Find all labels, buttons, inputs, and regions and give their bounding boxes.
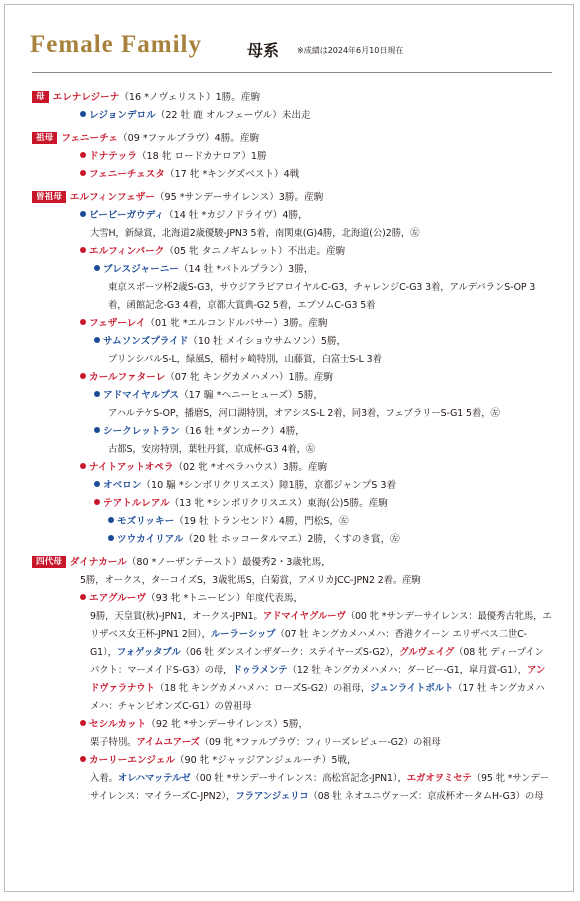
pedigree-list (32, 89, 552, 811)
descendant-name: アンドヴァラナウト (90, 665, 546, 694)
bullet-icon (94, 427, 100, 433)
bullet-icon (94, 499, 100, 505)
offspring-row (32, 315, 552, 333)
generation-tag: 曽祖母 (32, 191, 66, 203)
horse-info: （02 牝 *オペラハウス）3勝。産駒 (173, 462, 328, 473)
bullet-icon (80, 211, 86, 217)
offspring-row (32, 716, 552, 734)
descendant-name: オレハマッテルゼ (117, 773, 191, 784)
horse-record: 東京スポーツ杯2歳S-G3，サウジアラビアロイヤルC-G3，チャレンジC-G3 3着，アルデバランS-OP 3着，函館記念-G3 4着，京都大賞典-G2 5着，エプソムC-G3 5着 (108, 282, 536, 311)
descendant-name: ルーラーシップ (210, 629, 276, 640)
dam-row (32, 189, 552, 207)
dam-row (32, 554, 552, 572)
horse-name: サムソンズプライド (103, 336, 189, 347)
generation-4th-dam (32, 554, 552, 806)
offspring-row (32, 261, 552, 279)
bullet-icon (80, 111, 86, 117)
horse-record: 5勝，オークス，ターコイズS，3歳牝馬S，白菊賞，アメリカJCC-JPN2 2着。産駒 (80, 575, 421, 586)
horse-info: （14 牡 *カジノドライヴ）4勝， (164, 210, 308, 221)
record-text: （08 牡 ネオユニヴァーズ：京成杯オータムH-G3）の母 (308, 791, 544, 802)
descendant-name: グルヴェイグ (399, 647, 455, 658)
offspring-row (32, 459, 552, 477)
offspring-row (32, 166, 552, 184)
horse-name: ブレスジャーニー (103, 264, 179, 275)
generation-granddam (32, 130, 552, 184)
record-text: 9勝，天皇賞(秋)-JPN1，オークス-JPN1。 (90, 611, 263, 622)
horse-info: （90 牝 *ジャッジアンジェルーチ）5戦， (174, 755, 357, 766)
horse-info: （13 牝 *シンボリクリスエス）東海(公)5勝。産駒 (169, 498, 388, 509)
offspring-row (32, 243, 552, 261)
generation-great-granddam (32, 189, 552, 549)
horse-name: ナイトアットオペラ (89, 462, 174, 473)
descendant-name: フラアンジェリコ (235, 791, 309, 802)
horse-record (32, 608, 552, 716)
record-text: （06 牡 ダンスインザダーク：ステイヤーズS-G2）， (180, 647, 400, 658)
generation-tag: 母 (32, 91, 49, 103)
generation-tag: 祖母 (32, 132, 57, 144)
horse-info: （09 *ファルブラヴ）4勝。産駒 (118, 133, 260, 144)
horse-name: ビービーガウディ (89, 210, 165, 221)
horse-info: （95 *サンデーサイレンス）3勝。産駒 (154, 192, 324, 203)
bullet-icon (80, 594, 86, 600)
horse-name: カールファターレ (89, 372, 166, 383)
bullet-icon (80, 756, 86, 762)
horse-name: セシルカット (89, 719, 147, 730)
horse-name: テアトルレアル (103, 498, 170, 509)
dam-row (32, 89, 552, 107)
horse-record: プリンシパルS-L，緑風S，稲村ヶ崎特別，山藤賞，白富士S-L 3着 (108, 354, 382, 365)
horse-record: 大雪H，新緑賞，北海道2歳優駿-JPN3 5着，南関東(G)4勝，北海道(公)2勝，㊧ (90, 228, 420, 239)
bullet-icon (80, 170, 86, 176)
horse-record (32, 770, 552, 806)
horse-info: （16 牡 *ダンカーク）4勝， (179, 426, 305, 437)
horse-name: ダイナカール (69, 557, 127, 568)
horse-name: シークレットラン (103, 426, 180, 437)
horse-name: フェザーレイ (89, 318, 146, 329)
generation-dam (32, 89, 552, 125)
record-text: （95 牝 *サンデーサイレンス：マイラーズC-JPN2）， (90, 773, 549, 802)
offspring-row (32, 423, 552, 441)
page-title: Female Family (30, 31, 202, 58)
record-text: （07 牡 キングカメハメハ：香港クイーン エリザベス二世C-G1）， (90, 629, 527, 658)
horse-name: フェニーチェスタ (89, 169, 165, 180)
horse-name: ドナテッラ (89, 151, 137, 162)
bullet-icon (108, 517, 114, 523)
horse-name: ツウカイリアル (117, 534, 184, 545)
offspring-row (32, 477, 552, 495)
bullet-icon (94, 265, 100, 271)
horse-info: （22 牡 鹿 オルフェーヴル）未出走 (155, 110, 311, 121)
horse-info: （18 牝 ロードカナロア）1勝 (136, 151, 267, 162)
offspring-row (32, 207, 552, 225)
horse-name: エルフィンパーク (89, 246, 165, 257)
descendant-name: アイムユアーズ (136, 737, 200, 748)
offspring-row (32, 369, 552, 387)
record-text: 栗子特別。 (90, 737, 137, 748)
dam-row (32, 130, 552, 148)
offspring-row (32, 333, 552, 351)
as-of-note: ※成績は2024年6月10日現在 (297, 46, 404, 55)
horse-name: モズリッキー (117, 516, 175, 527)
horse-name: フェニーチェ (61, 133, 118, 144)
bullet-icon (80, 152, 86, 158)
bullet-icon (94, 391, 100, 397)
horse-record: 古都S，安房特別，葉牡丹賞，京成杯-G3 4着，㊧ (108, 444, 316, 455)
generation-tag: 四代母 (32, 556, 66, 568)
offspring-row (32, 148, 552, 166)
record-text: （08 牝 ディープインパクト：マーメイドS-G3）の母， (90, 647, 544, 676)
horse-info: （17 牝 *キングズベスト）4戦 (164, 169, 300, 180)
descendant-name: アドマイヤグルーヴ (262, 611, 346, 622)
horse-info: （92 牝 *サンデーサイレンス）5勝， (146, 719, 309, 730)
horse-info: （10 騸 *シンボリクリスエス）障1勝，京都ジャンプS 3着 (141, 480, 397, 491)
record-text: （12 牡 キングカメハメハ：ダービー-G1，皐月賞-G1）， (287, 665, 527, 676)
offspring-row (32, 387, 552, 405)
bullet-icon (80, 319, 86, 325)
offspring-row (32, 495, 552, 513)
bullet-icon (80, 463, 86, 469)
bullet-icon (80, 247, 86, 253)
offspring-row (32, 752, 552, 770)
bullet-icon (108, 535, 114, 541)
offspring-row (32, 531, 552, 549)
horse-name: エルフィンフェザー (69, 192, 155, 203)
record-text: 入着。 (90, 773, 118, 784)
bullet-icon (80, 373, 86, 379)
page (4, 4, 574, 892)
record-text: （17 牡 キングカメハメハ：チャンピオンズC-G1）の曽祖母 (90, 683, 545, 712)
horse-info: （20 牡 ホッコータルマエ）2勝，くすのき賞，㊧ (183, 534, 400, 545)
descendant-name: ドゥラメンテ (232, 665, 288, 676)
record-text: （09 牝 *ファルブラヴ：フィリーズレビュー-G2）の祖母 (199, 737, 441, 748)
offspring-row (32, 107, 552, 125)
horse-info: （05 牝 タニノギムレット）不出走。産駒 (164, 246, 346, 257)
horse-record (32, 734, 552, 752)
offspring-row (32, 513, 552, 531)
horse-name: カーリーエンジェル (89, 755, 175, 766)
offspring-row (32, 590, 552, 608)
descendant-name: エガオヲミセテ (406, 773, 472, 784)
horse-info: （10 牡 メイショウサムソン）5勝， (188, 336, 347, 347)
descendant-name: ジュンライトボルト (370, 683, 454, 694)
header-divider (32, 72, 552, 73)
horse-info: （80 *ノーザンテースト）最優秀2・3歳牝馬， (126, 557, 331, 568)
page-subtitle: 母系 (247, 41, 280, 60)
horse-name: エレナレジーナ (52, 92, 120, 103)
horse-name: オベロン (103, 480, 142, 491)
bullet-icon (80, 720, 86, 726)
horse-record: アハルテケS-OP，播磨S，河口湖特別，オアシスS-L 2着，同3着，フェブラリーS-G1 5着，㊧ (108, 408, 500, 419)
horse-info: （17 騸 *ヘニーヒューズ）5勝， (179, 390, 323, 401)
horse-info: （07 牝 キングカメハメハ）1勝。産駒 (165, 372, 334, 383)
horse-info: （16 *ノヴェリスト）1勝。産駒 (119, 92, 261, 103)
horse-info: （19 牡 トランセンド）4勝，門松S，㊧ (174, 516, 349, 527)
horse-name: レジョンデロル (89, 110, 156, 121)
horse-name: アドマイヤルプス (103, 390, 180, 401)
descendant-name: フォゲッタブル (116, 647, 181, 658)
horse-info: （01 牝 *エルコンドルパサー）3勝。産駒 (145, 318, 328, 329)
horse-info: （14 牡 *バトルプラン）3勝， (178, 264, 314, 275)
record-text: （00 牝 *サンデーサイレンス：最優秀古牝馬，エリザベス女王杯-JPN1 2回）， (90, 611, 552, 640)
bullet-icon (94, 337, 100, 343)
horse-info: （93 牝 *トニービン）年度代表馬， (146, 593, 304, 604)
horse-name: エアグルーヴ (89, 593, 146, 604)
record-text: （00 牡 *サンデーサイレンス：高松宮記念-JPN1）， (190, 773, 407, 784)
record-text: （18 牝 キングカメハメハ：ローズS-G2）の祖母， (154, 683, 371, 694)
bullet-icon (94, 481, 100, 487)
